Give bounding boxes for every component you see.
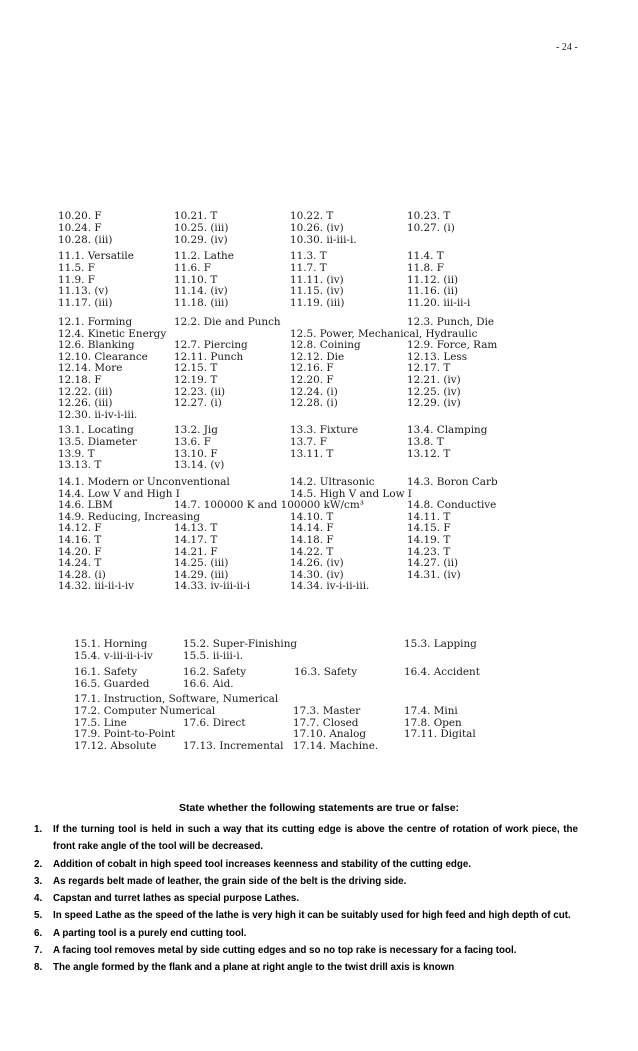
statement-item [34, 907, 578, 924]
answer-cell: 10.28. (iii) [58, 233, 113, 246]
answer-cell: 14.25. (iii) [174, 557, 229, 570]
answer-cell: 11.9. F [58, 273, 95, 286]
answer-cell: 11.6. F [174, 261, 211, 274]
answer-cell: 12.11. Punch [174, 350, 244, 363]
statement-text: As regards belt made of leather, the grain side of the belt is the driving side. [53, 875, 407, 887]
answer-cell: 14.33. iv-iii-ii-i [174, 580, 251, 593]
answer-cell: 11.4. T [407, 250, 444, 262]
answer-cell: 17.13. Incremental [183, 740, 284, 753]
answer-cell: 14.26. (iv) [290, 557, 344, 570]
answer-cell: 14.32. iii-ii-i-iv [58, 580, 135, 593]
answer-cell: 10.30. ii-iii-i. [290, 233, 357, 246]
answer-cell: 14.15. F [407, 522, 451, 535]
answer-cell: 10.24. F [58, 221, 102, 234]
answer-cell: 13.8. T [407, 435, 444, 448]
answer-cell: 12.2. Die and Punch [174, 316, 281, 328]
answer-cell: 11.17. (iii) [58, 297, 113, 310]
answer-cell: 10.26. (iv) [290, 221, 344, 234]
answer-cell: 12.13. Less [407, 350, 468, 363]
answer-cell: 12.5. Power, Mechanical, Hydraulic [290, 327, 478, 340]
answer-cell: 13.2. Jig [174, 424, 218, 436]
answer-cell: 13.6. F [174, 435, 211, 448]
statement-number: 2. [34, 858, 43, 870]
answer-cell: 12.23. (ii) [174, 385, 226, 398]
answer-cell: 14.2. Ultrasonic [290, 476, 375, 488]
answer-cell: 12.17. T [407, 362, 451, 375]
statement-item [34, 821, 578, 856]
statement-text: Capstan and turret lathes as special purpose Lathes. [53, 893, 300, 905]
answer-cell: 12.3. Punch, Die [407, 316, 495, 328]
answer-cell: 14.28. (i) [58, 568, 106, 581]
answer-cell: 11.1. Versatile [58, 250, 134, 262]
statement-number: 3. [34, 875, 43, 887]
answer-cell: 14.4. Low V and High I [58, 487, 180, 500]
answer-cell: 11.7. T [290, 261, 327, 274]
answer-cell: 14.30. (iv) [290, 568, 344, 581]
answer-cell: 14.17. T [174, 534, 218, 546]
answer-cell: 14.13. T [174, 522, 218, 535]
answer-cell: 14.9. Reducing, Increasing [58, 510, 201, 523]
answer-cell: 17.6. Direct [183, 716, 246, 729]
answer-cell: 12.14. More [58, 362, 123, 375]
statement-text: In speed Lathe as the speed of the lathe is very high it can be suitably used for high feed and high depth of cut. [53, 910, 571, 922]
answer-cell: 14.23. T [407, 545, 451, 558]
page-number: - 24 - [556, 42, 578, 53]
statement-text: The angle formed by the flank and a plane at right angle to the twist drill axis is known [53, 962, 455, 974]
answer-cell: 17.14. Machine. [293, 740, 379, 753]
answer-cell: 12.19. T [174, 374, 218, 386]
answer-cell: 11.3. T [290, 250, 327, 262]
answer-cell: 10.23. T [407, 210, 451, 222]
answer-cell: 16.1. Safety [74, 666, 138, 678]
answer-cell: 16.5. Guarded [74, 677, 150, 690]
answer-cell: 14.21. F [174, 545, 218, 558]
answer-cell: 17.9. Point-to-Point [74, 728, 176, 741]
answer-cell: 14.27. (ii) [407, 557, 459, 570]
answer-cell: 15.2. Super-Finishing [183, 638, 298, 650]
answer-cell: 12.25. (iv) [407, 385, 461, 398]
answer-cell: 14.6. LBM [58, 499, 113, 512]
answer-cell: 11.18. (iii) [174, 297, 229, 310]
answer-cell: 14.7. 100000 K and 100000 kW/cm³ [174, 499, 364, 512]
statement-number: 6. [34, 927, 43, 939]
answer-cell: 13.3. Fixture [290, 424, 359, 436]
statement-item [34, 873, 578, 890]
answer-cell: 12.22. (iii) [58, 385, 113, 398]
answer-cell: 12.21. (iv) [407, 374, 461, 386]
answer-cell: 12.7. Piercing [174, 339, 248, 352]
answer-cell: 14.3. Boron Carb [407, 476, 498, 488]
answer-cell: 14.14. F [290, 522, 334, 535]
statement-number: 8. [34, 962, 43, 974]
statement-item [34, 925, 578, 942]
answer-cell: 14.5. High V and Low I [290, 487, 412, 500]
answer-cell: 16.3. Safety [294, 666, 358, 678]
answer-cell: 10.29. (iv) [174, 233, 228, 246]
answer-cell: 14.11. T [407, 510, 451, 523]
statement-item [34, 856, 578, 873]
answer-cell: 17.10. Analog [293, 728, 366, 741]
answer-cell: 13.14. (v) [174, 459, 225, 472]
answer-cell: 11.20. iii-ii-i [407, 297, 471, 310]
true-false-heading: State whether the following statements are true or false: [178, 802, 460, 814]
answer-cell: 17.11. Digital [404, 728, 476, 741]
answer-cell: 17.1. Instruction, Software, Numerical [74, 693, 279, 705]
answer-cell: 17.2. Computer Numerical [74, 704, 216, 717]
answer-cell: 17.5. Line [74, 716, 127, 729]
answer-cell: 17.7. Closed [293, 716, 359, 729]
answer-cell: 14.29. (iii) [174, 568, 229, 581]
answer-cell: 11.2. Lathe [174, 250, 234, 262]
answer-cell: 13.12. T [407, 447, 451, 460]
answer-cell: 15.3. Lapping [404, 638, 477, 650]
answer-cell: 10.21. T [174, 210, 218, 222]
answer-cell: 13.7. F [290, 435, 327, 448]
answer-cell: 10.22. T [290, 210, 334, 222]
answer-cell: 12.8. Coining [290, 339, 361, 352]
answer-cell: 14.18. F [290, 534, 334, 546]
statement-number: 1. [34, 824, 43, 835]
answer-cell: 14.34. iv-i-ii-iii. [290, 580, 370, 593]
answer-cell: 14.19. T [407, 534, 451, 546]
answer-cell: 12.16. F [290, 362, 334, 375]
answer-cell: 11.16. (ii) [407, 285, 459, 298]
answer-cell: 13.9. T [58, 447, 95, 460]
answer-cell: 12.26. (iii) [58, 397, 113, 410]
answer-cell: 14.10. T [290, 510, 334, 523]
answer-cell: 10.20. F [58, 210, 102, 222]
answer-cell: 14.1. Modern or Unconventional [58, 476, 230, 488]
answer-cell: 12.6. Blanking [58, 339, 135, 352]
answer-cell: 12.4. Kinetic Energy [58, 327, 167, 340]
answer-cell: 12.24. (i) [290, 385, 338, 398]
answer-cell: 16.4. Accident [404, 666, 480, 678]
answer-cell: 12.30. ii-iv-i-iii. [58, 408, 138, 421]
true-false-list [34, 821, 578, 977]
answer-cell: 12.12. Die [290, 350, 345, 363]
answer-cell: 14.24. T [58, 557, 102, 570]
answer-cell: 12.28. (i) [290, 397, 338, 410]
answer-cell: 13.13. T [58, 459, 102, 472]
answer-cell: 16.2. Safety [183, 666, 247, 678]
answer-cell: 17.3. Master [293, 704, 361, 717]
answer-cell: 10.27. (i) [407, 221, 455, 234]
answer-cell: 13.5. Diameter [58, 435, 137, 448]
answer-cell: 12.29. (iv) [407, 397, 461, 410]
answer-cell: 13.11. T [290, 447, 334, 460]
answer-cell: 12.15. T [174, 362, 218, 375]
statement-number: 5. [34, 910, 43, 922]
answer-cell: 17.12. Absolute [74, 740, 157, 753]
answer-cell: 15.5. ii-iii-i. [183, 649, 244, 662]
answer-cell: 12.27. (i) [174, 397, 222, 410]
answer-cell: 11.11. (iv) [290, 273, 344, 286]
statement-number: 7. [34, 945, 43, 957]
answer-cell: 14.12. F [58, 522, 102, 535]
answer-cell: 13.1. Locating [58, 424, 134, 436]
answer-cell: 12.18. F [58, 374, 102, 386]
statement-text: A facing tool removes metal by side cutting edges and so no top rake is necessary for a facing tool. [53, 945, 517, 957]
answer-cell: 14.31. (iv) [407, 568, 461, 581]
statement-number: 4. [34, 893, 43, 905]
answer-cell: 11.13. (v) [58, 285, 109, 298]
answer-cell: 12.9. Force, Ram [407, 339, 498, 352]
statement-text: A parting tool is a purely end cutting tool. [53, 927, 247, 939]
statement-item [34, 942, 578, 959]
answer-cell: 14.20. F [58, 545, 102, 558]
answer-cell: 15.4. v-iii-ii-i-iv [74, 649, 153, 662]
answer-cell: 11.5. F [58, 261, 95, 274]
answer-cell: 14.16. T [58, 534, 102, 546]
statement-item [34, 959, 578, 976]
answer-cell: 17.8. Open [404, 716, 462, 729]
answer-cell: 11.10. T [174, 273, 218, 286]
answer-cell: 14.22. T [290, 545, 334, 558]
answer-cell: 12.10. Clearance [58, 350, 148, 363]
statement-text: If the turning tool is held in such a way that its cutting edge is above the centre of rotation of work piece, the front rake angle of the tool will be decreased. [53, 824, 578, 853]
answer-cell: 11.19. (iii) [290, 297, 345, 310]
answer-cell: 11.8. F [407, 261, 444, 274]
answer-cell: 16.6. Aid. [183, 677, 234, 690]
answer-cell: 11.12. (ii) [407, 273, 459, 286]
answer-cell: 12.1. Forming [58, 316, 133, 328]
answer-cell: 13.4. Clamping [407, 424, 488, 436]
answer-cell: 17.4. Mini [404, 704, 458, 717]
answer-cell: 10.25. (iii) [174, 221, 229, 234]
answer-cell: 13.10. F [174, 447, 218, 460]
answer-cell: 15.1. Horning [74, 638, 148, 650]
statement-item [34, 890, 578, 907]
answer-cell: 11.15. (iv) [290, 285, 344, 298]
answer-cell: 14.8. Conductive [407, 499, 497, 512]
answer-cell: 12.20. F [290, 374, 334, 386]
statement-text: Addition of cobalt in high speed tool increases keenness and stability of the cutting edge. [53, 858, 472, 870]
answer-cell: 11.14. (iv) [174, 285, 228, 298]
